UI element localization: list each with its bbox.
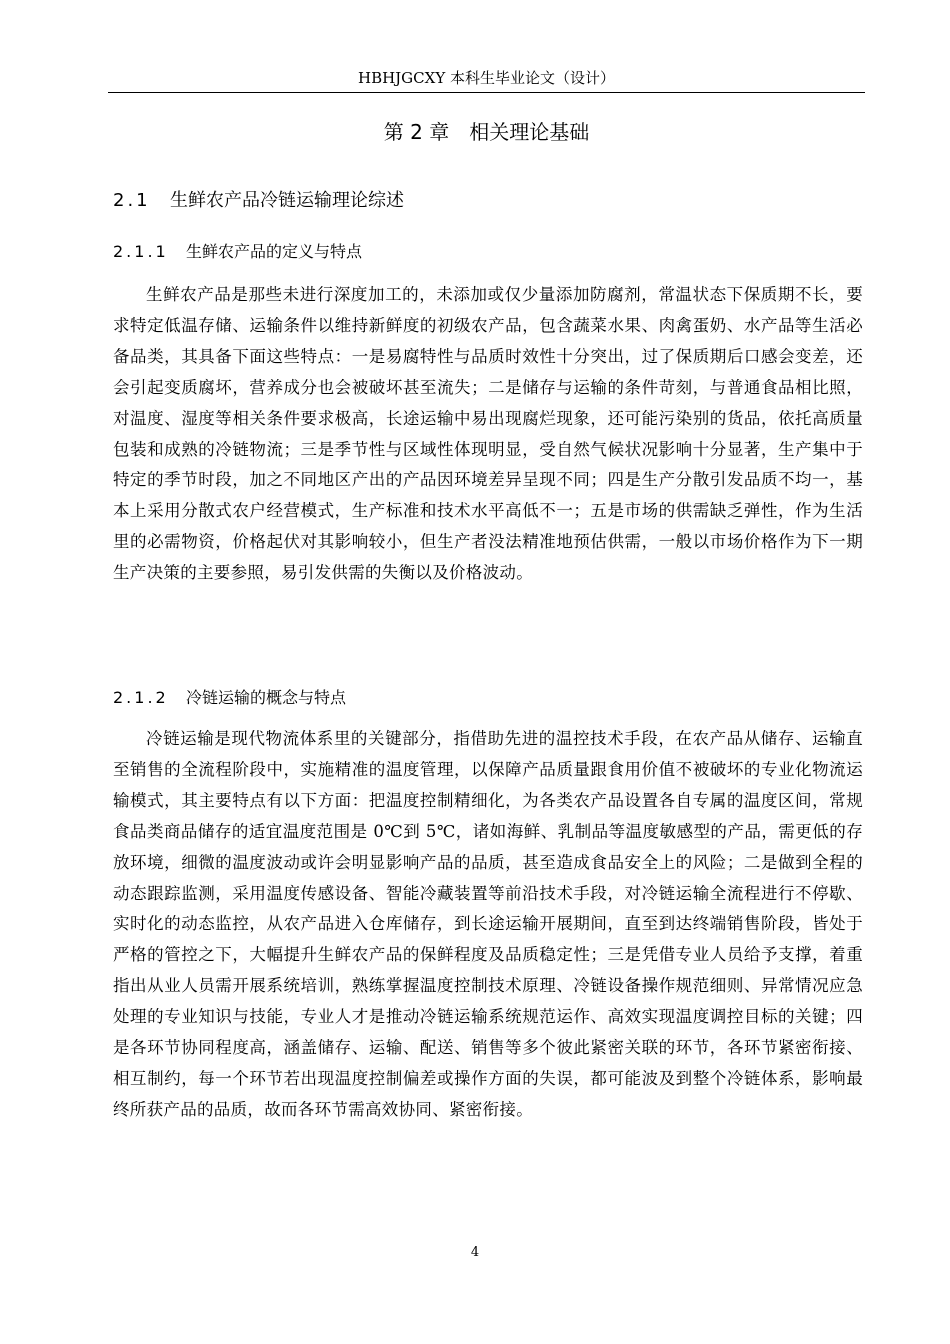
subsection-heading-2-1-2 <box>113 686 346 710</box>
section-number: 2.1 <box>113 190 151 211</box>
body-paragraph-cold-chain: 冷链运输是现代物流体系里的关键部分，指借助先进的温控技术手段，在农产品从储存、运输直至销售的全流程阶段中，实施精准的温度管理，以保障产品质量跟食用价值不被破坏的专业化物流运输模式，其主要特点有以下方面：把温度控制精细化，为各类农产品设置各自专属的温度区间，常规食品类商品储存的适宜温度范围是 0℃到 5℃，诸如海鲜、乳制品等温度敏感型的产品，需更低的存放环境，细微的温度波动或许会明显影响产品的品质，甚至造成食品安全上的风险；二是做到全程的动态跟踪监测，采用温度传感设备、智能冷藏装置等前沿技术手段，对冷链运输全流程进行不停歇、实时化的动态监控，从农产品进入仓库储存，到长途运输开展期间，直至到达终端销售阶段，皆处于严格的管控之下，大幅提升生鲜农产品的保鲜程度及品质稳定性；三是凭借专业人员给予支撑，着重指出从业人员需开展系统培训，熟练掌握温度控制技术原理、冷链设备操作规范细则、异常情况应急处理的专业知识与技能，专业人才是推动冷链运输系统规范运作、高效实现温度调控目标的关键；四是各环节协同程度高，涵盖储存、运输、配送、销售等多个彼此紧密关联的环节，各环节紧密衔接、相互制约，每一个环节若出现温度控制偏差或操作方面的失误，都可能波及到整个冷链体系，影响最终所获产品的品质，故而各环节需高效协同、紧密衔接。 <box>113 729 863 1119</box>
subsection-title: 冷链运输的概念与特点 <box>186 688 347 707</box>
subsection-number: 2.1.2 <box>113 688 169 707</box>
section-heading-2-1 <box>113 188 404 214</box>
subsection-heading-2-1-1 <box>113 240 362 264</box>
chapter-title: 第 2 章 相关理论基础 <box>383 120 590 144</box>
page-header: HBHJGCXY 本科生毕业论文（设计） <box>108 68 865 93</box>
page-number: 4 <box>470 1245 480 1260</box>
subsection-number: 2.1.1 <box>113 242 169 261</box>
subsection-title: 生鲜农产品的定义与特点 <box>186 242 363 261</box>
body-paragraph-definition: 生鲜农产品是那些未进行深度加工的，未添加或仅少量添加防腐剂，常温状态下保质期不长，要求特定低温存储、运输条件以维持新鲜度的初级农产品，包含蔬菜水果、肉禽蛋奶、水产品等生活必备品类，其具备下面这些特点：一是易腐特性与品质时效性十分突出，过了保质期后口感会变差，还会引起变质腐坏，营养成分也会被破坏甚至流失；二是储存与运输的条件苛刻，与普通食品相比照，对温度、湿度等相关条件要求极高，长途运输中易出现腐烂现象，还可能污染别的货品，依托高质量包装和成熟的冷链物流；三是季节性与区域性体现明显，受自然气候状况影响十分显著，生产集中于特定的季节时段，加之不同地区产出的产品因环境差异呈现不同；四是生产分散引发品质不均一，基本上采用分散式农户经营模式，生产标准和技术水平高低不一；五是市场的供需缺乏弹性，作为生活里的必需物资，价格起伏对其影响较小，但生产者没法精准地预估供需，一般以市场价格作为下一期生产决策的主要参照，易引发供需的失衡以及价格波动。 <box>113 285 863 583</box>
section-title: 生鲜农产品冷链运输理论综述 <box>170 190 404 211</box>
